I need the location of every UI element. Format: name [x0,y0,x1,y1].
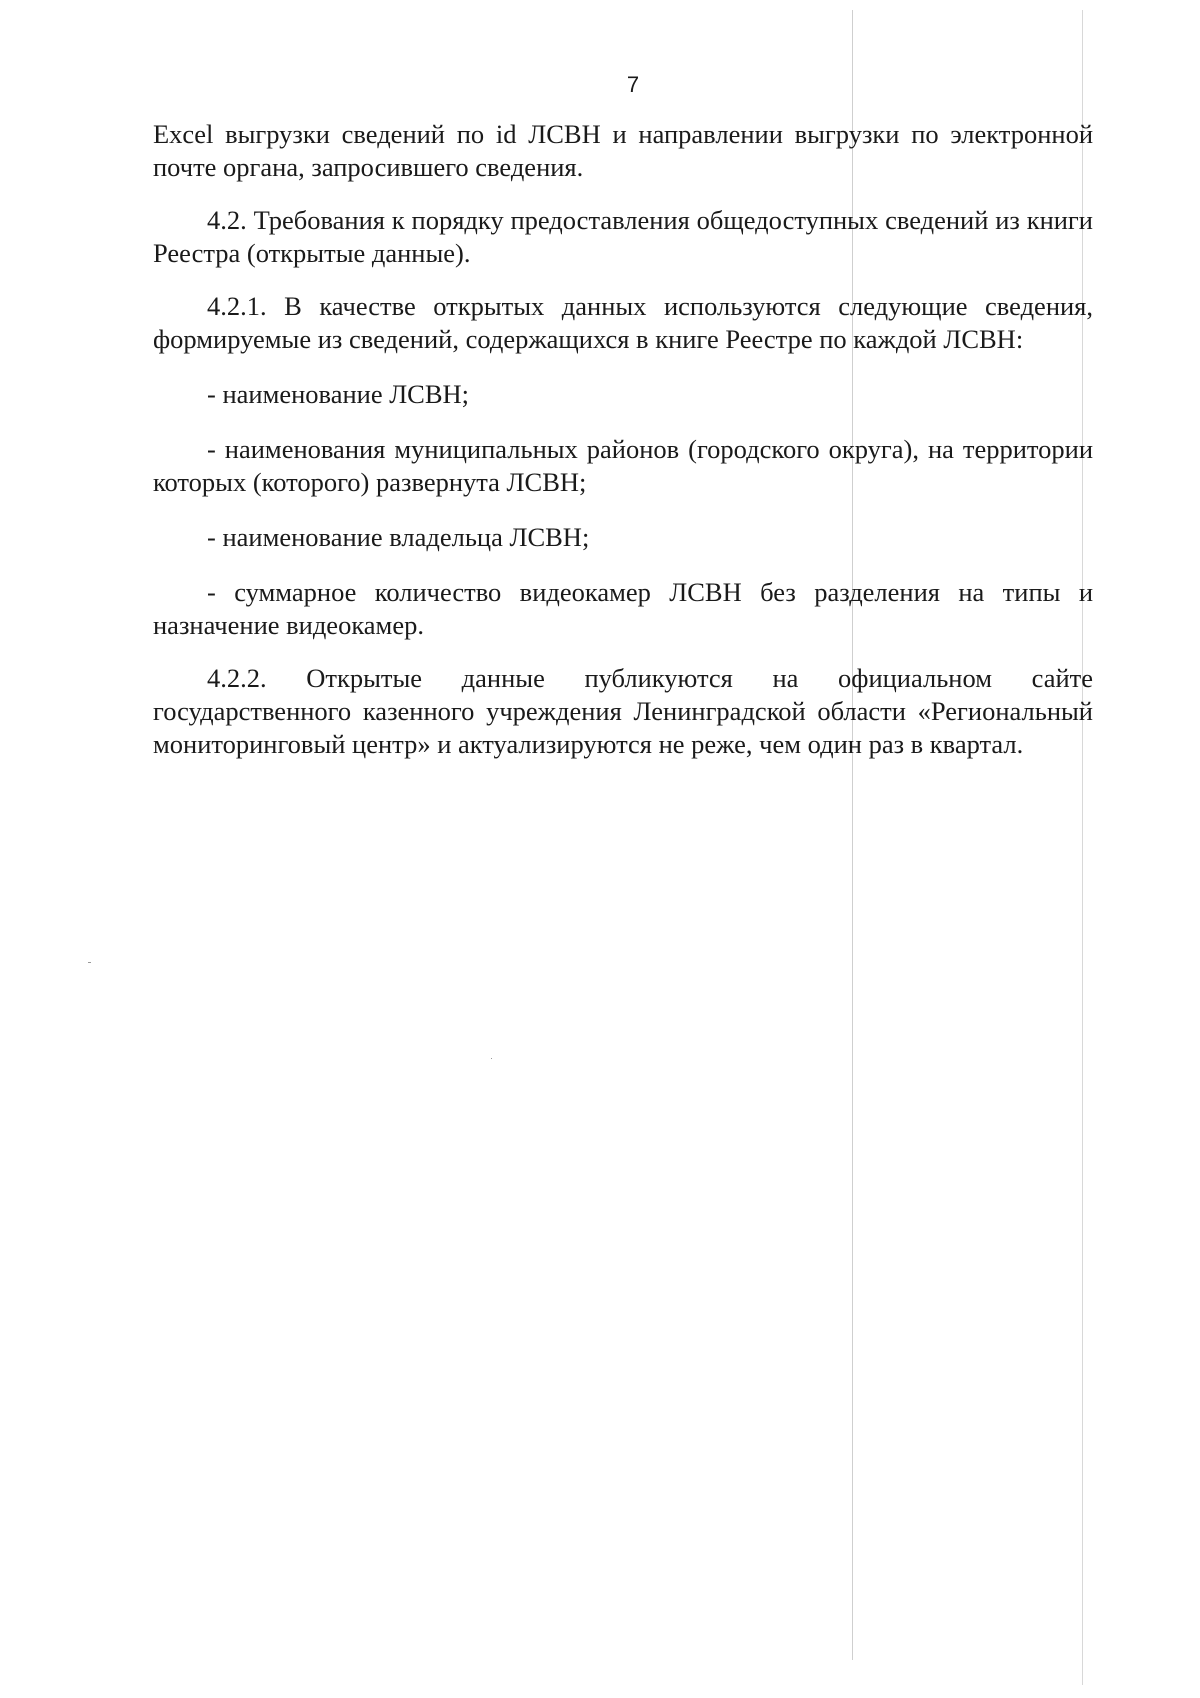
list-item-name: - наименование ЛСВН; [207,379,470,409]
scan-speck [88,962,91,963]
list-item-owner: - наименование владельца ЛСВН; [207,522,590,552]
paragraph-section-4-2: 4.2. Требования к порядку предоставления общедоступных сведений из книги Реестра (открытые данные). [153,205,1093,268]
paragraph-continuation: Excel выгрузки сведений по id ЛСВН и направлении выгрузки по электронной почте органа, запросившего сведения. [153,119,1093,182]
list-item-districts: - наименования муниципальных районов (городского округа), на территории которых (которого) развернута ЛСВН; [153,434,1093,497]
paragraph-section-4-2-1: 4.2.1. В качестве открытых данных используются следующие сведения, формируемые из сведений, содержащихся в книге Реестре по каждой ЛСВН: [153,291,1093,354]
scan-speck [491,1058,492,1059]
list-item-camera-count: - суммарное количество видеокамер ЛСВН без разделения на типы и назначение видеокамер. [153,577,1093,640]
page-number: 7 [626,72,640,97]
document-body [153,118,1093,761]
paragraph-section-4-2-2: 4.2.2. Открытые данные публикуются на официальном сайте государственного казенного учреждения Ленинградской области «Региональный мониторинговый центр» и актуализируются не реже, чем один раз в квартал. [153,663,1093,759]
